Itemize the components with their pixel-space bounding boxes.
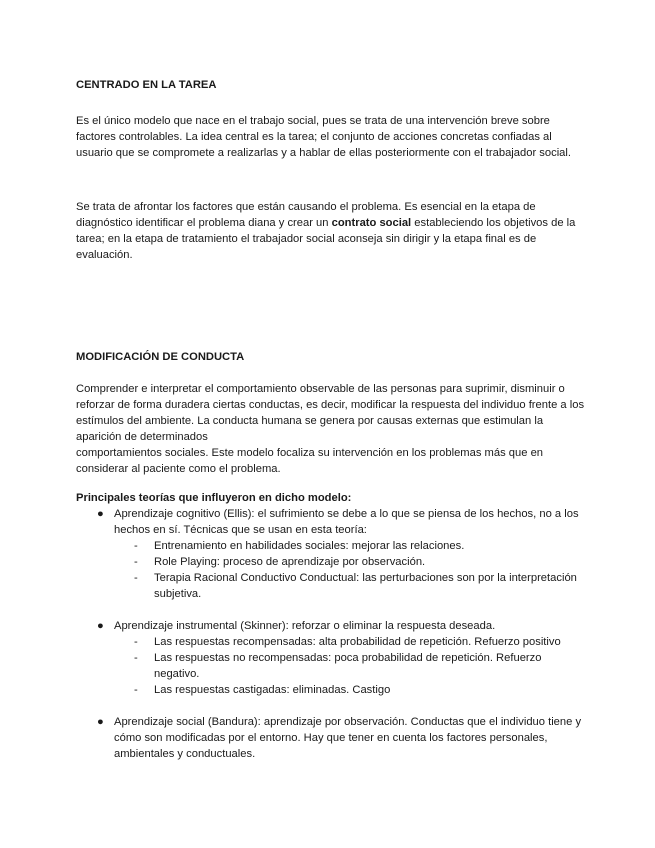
response-item: [76, 650, 586, 682]
dash-icon: -: [134, 540, 138, 552]
paragraph-centrado-1: Es el único modelo que nace en el trabajo social, pues se trata de una intervención breve sobre factores controlables. La idea central es la tarea; el conjunto de acciones concretas confiadas al usuario que se compromete a realizarlas y a hablar de ellas posteriormente con el trabajador social.: [76, 115, 571, 159]
theory-item-social: [76, 714, 586, 762]
technique-item: [76, 570, 586, 602]
bullet-icon: ●: [97, 508, 104, 520]
theory-item-instrumental: [76, 618, 586, 634]
theory-text: Aprendizaje cognitivo (Ellis): el sufrimiento se debe a lo que se piensa de los hechos, no a los hechos en sí. Técnicas que se usan en esta teoría:: [114, 508, 579, 536]
technique-text: Entrenamiento en habilidades sociales: mejorar las relaciones.: [154, 540, 465, 552]
paragraph-centrado-2-b: estableciendo los objetivos de la tarea; en la etapa de tratamiento el trabajador social aconseja sin dirigir y la etapa final es de evaluación.: [76, 217, 576, 261]
response-text: Las respuestas no recompensadas: poca probabilidad de repetición. Refuerzo negativo.: [154, 652, 542, 680]
spacer: [76, 698, 586, 714]
paragraph-centrado-2-a: Se trata de afrontar los factores que están causando el problema. Es esencial en la etapa de diagnóstico identificar el problema diana y crear un: [76, 201, 536, 229]
theory-item-cognitivo: [76, 506, 586, 538]
response-item: [76, 682, 586, 698]
dash-icon: -: [134, 652, 138, 664]
section-title-modificacion: MODIFICACIÓN DE CONDUCTA: [76, 351, 245, 363]
response-text: Las respuestas castigadas: eliminadas. Castigo: [154, 684, 391, 696]
theories-list: [76, 506, 586, 762]
response-text: Las respuestas recompensadas: alta probabilidad de repetición. Refuerzo positivo: [154, 636, 561, 648]
spacer: [76, 602, 586, 618]
paragraph-centrado-2: [76, 199, 586, 263]
technique-item: [76, 554, 586, 570]
response-item: [76, 634, 586, 650]
paragraph-modificacion-line2: comportamientos sociales. Este modelo focaliza su intervención en los problemas más que en considerar al paciente como el problema.: [76, 447, 544, 475]
contrato-social-bold: contrato social: [331, 217, 412, 229]
bullet-icon: ●: [97, 620, 104, 632]
section-title-centrado: CENTRADO EN LA TAREA: [76, 79, 217, 91]
technique-text: Terapia Racional Conductivo Conductual: las perturbaciones son por la interpretación subjetiva.: [154, 572, 577, 600]
theories-heading: Principales teorías que influyeron en dicho modelo:: [76, 492, 352, 504]
theory-text: Aprendizaje instrumental (Skinner): reforzar o eliminar la respuesta deseada.: [114, 620, 496, 632]
bullet-icon: ●: [97, 716, 104, 728]
paragraph-modificacion: [76, 381, 586, 477]
dash-icon: -: [134, 684, 138, 696]
theory-text: Aprendizaje social (Bandura): aprendizaje por observación. Conductas que el individuo tiene y cómo son modificadas por el entorno. Hay que tener en cuenta los factores personales, ambientales y conductuales.: [114, 716, 582, 760]
dash-icon: -: [134, 572, 138, 584]
dash-icon: -: [134, 636, 138, 648]
technique-text: Role Playing: proceso de aprendizaje por observación.: [154, 556, 426, 568]
dash-icon: -: [134, 556, 138, 568]
paragraph-modificacion-line1: Comprender e interpretar el comportamiento observable de las personas para suprimir, disminuir o reforzar de forma duradera ciertas conductas, es decir, modificar la respuesta del individuo frente a los estímulos del ambiente. La conducta humana se genera por causas externas que estimulan la aparición de determinados: [76, 383, 585, 443]
technique-item: [76, 538, 586, 554]
